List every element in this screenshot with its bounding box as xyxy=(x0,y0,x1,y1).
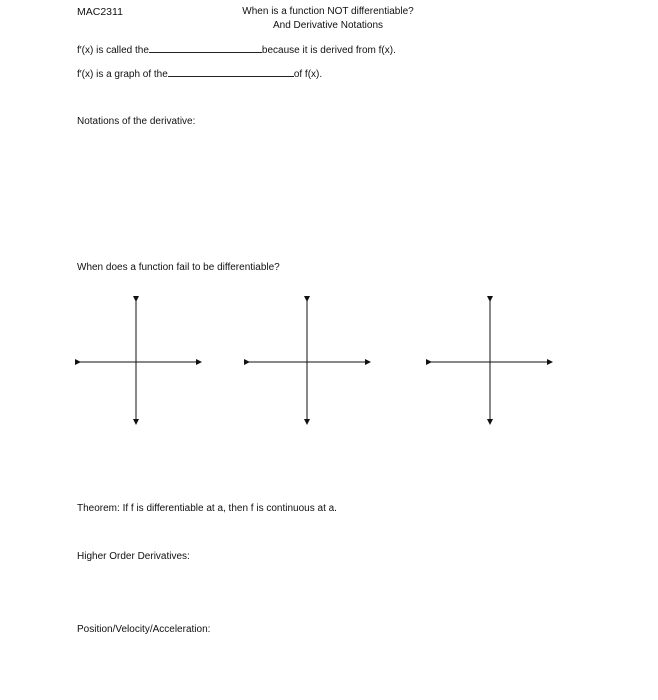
q2-prefix: f′(x) is a graph of the xyxy=(77,69,168,80)
course-code: MAC2311 xyxy=(77,6,123,18)
title-line-1: When is a function NOT differentiable? xyxy=(242,6,414,17)
differentiability-heading: When does a function fail to be differentiable? xyxy=(77,262,280,273)
notations-heading: Notations of the derivative: xyxy=(77,116,196,127)
q2-suffix: of f(x). xyxy=(293,69,323,80)
q1-prefix: f′(x) is called the xyxy=(77,45,149,56)
position-velocity-acceleration-heading: Position/Velocity/Acceleration: xyxy=(77,624,211,635)
higher-order-heading: Higher Order Derivatives: xyxy=(77,551,190,562)
axes-1 xyxy=(80,301,201,424)
theorem-statement: Theorem: If f is differentiable at a, then f is continuous at a. xyxy=(77,503,337,514)
title-line-2: And Derivative Notations xyxy=(272,20,384,31)
axes-2 xyxy=(249,301,370,424)
axes-3 xyxy=(431,301,552,424)
q1-suffix: because it is derived from f(x). xyxy=(261,45,396,56)
